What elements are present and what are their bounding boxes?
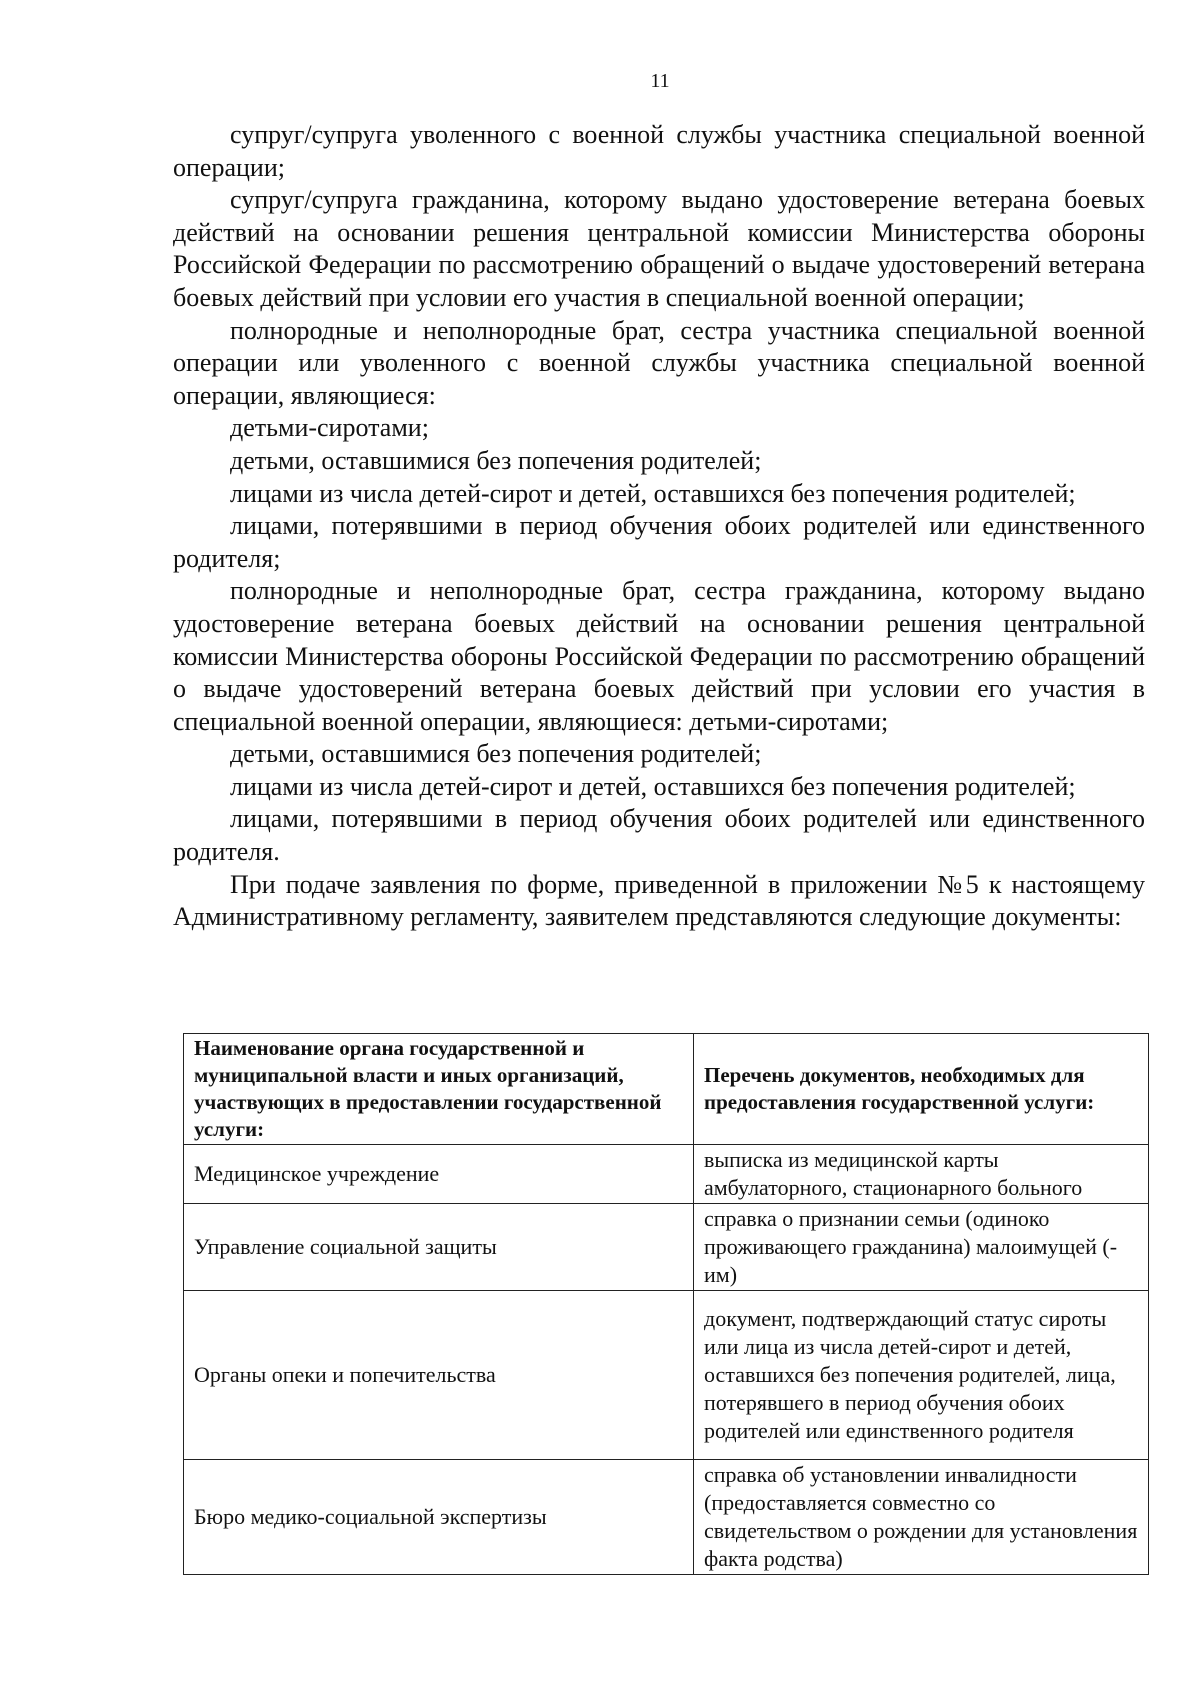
header-cell-documents: Перечень документов, необходимых для предоставления государственной услуги: bbox=[694, 1034, 1149, 1145]
table-cell-organization: Бюро медико-социальной экспертизы bbox=[184, 1460, 694, 1575]
paragraph: лицами из числа детей-сирот и детей, оставшихся без попечения родителей; bbox=[230, 478, 1076, 508]
paragraph: При подаче заявления по форме, приведенной в приложении №5 к настоящему Административному регламенту, заявителем представляются следующие документы: bbox=[173, 869, 1145, 932]
paragraph: детьми, оставшимися без попечения родителей; bbox=[230, 739, 762, 769]
table-row bbox=[184, 1145, 1149, 1204]
documents-table bbox=[183, 1033, 1149, 1575]
table-cell-documents: документ, подтверждающий статус сироты или лица из числа детей-сирот и детей, оставшихся без попечения родителей, лица, потерявшего в период обучения обоих родителей или единственного родителя bbox=[694, 1291, 1149, 1460]
paragraph: лицами из числа детей-сирот и детей, оставшихся без попечения родителей; bbox=[230, 771, 1076, 801]
table-cell-organization: Управление социальной защиты bbox=[184, 1204, 694, 1291]
paragraph: лицами, потерявшими в период обучения обоих родителей или единственного родителя; bbox=[173, 511, 1145, 573]
table-cell-organization: Органы опеки и попечительства bbox=[184, 1291, 694, 1460]
table-row bbox=[184, 1460, 1149, 1575]
paragraph: супруг/супруга гражданина, которому выдано удостоверение ветерана боевых действий на основании решения центральной комиссии Министерства обороны Российской Федерации по рассмотрению обращений о выдаче удостоверений ветерана боевых действий при условии его участия в специальной военной операции; bbox=[173, 185, 1145, 312]
paragraph: супруг/супруга уволенного с военной службы участника специальной военной операции; bbox=[173, 120, 1145, 182]
table-cell-documents: справка об установлении инвалидности (предоставляется совместно со свидетельством о рождении для установления факта родства) bbox=[694, 1460, 1149, 1575]
header-cell-organization: Наименование органа государственной и муниципальной власти и иных организаций, участвующих в предоставлении государственной услуги: bbox=[184, 1034, 694, 1145]
table-cell-documents: справка о признании семьи (одиноко проживающего гражданина) малоимущей (-им) bbox=[694, 1204, 1149, 1291]
paragraph: лицами, потерявшими в период обучения обоих родителей или единственного родителя. bbox=[173, 804, 1145, 867]
table-cell-documents: выписка из медицинской карты амбулаторного, стационарного больного bbox=[694, 1145, 1149, 1204]
paragraph: детьми, оставшимися без попечения родителей; bbox=[230, 445, 762, 475]
paragraph: полнородные и неполнородные брат, сестра гражданина, которому выдано удостоверение ветерана боевых действий на основании решения центральной комиссии Министерства обороны Российской Федерации по рассмотрению обращений о выдаче удостоверений ветерана боевых действий при условии его участия в специальной военной операции, являющиеся: детьми-сиротами; bbox=[173, 576, 1145, 736]
paragraph: полнородные и неполнородные брат, сестра участника специальной военной операции или уволенного с военной службы участника специальной военной операции, являющиеся: bbox=[173, 315, 1145, 410]
table-cell-organization: Медицинское учреждение bbox=[184, 1145, 694, 1204]
table-row bbox=[184, 1291, 1149, 1460]
table-row bbox=[184, 1204, 1149, 1291]
table-header-row bbox=[184, 1034, 1149, 1145]
paragraph: детьми-сиротами; bbox=[230, 413, 429, 443]
page-number: 11 bbox=[650, 70, 670, 92]
document-body bbox=[173, 119, 1145, 934]
